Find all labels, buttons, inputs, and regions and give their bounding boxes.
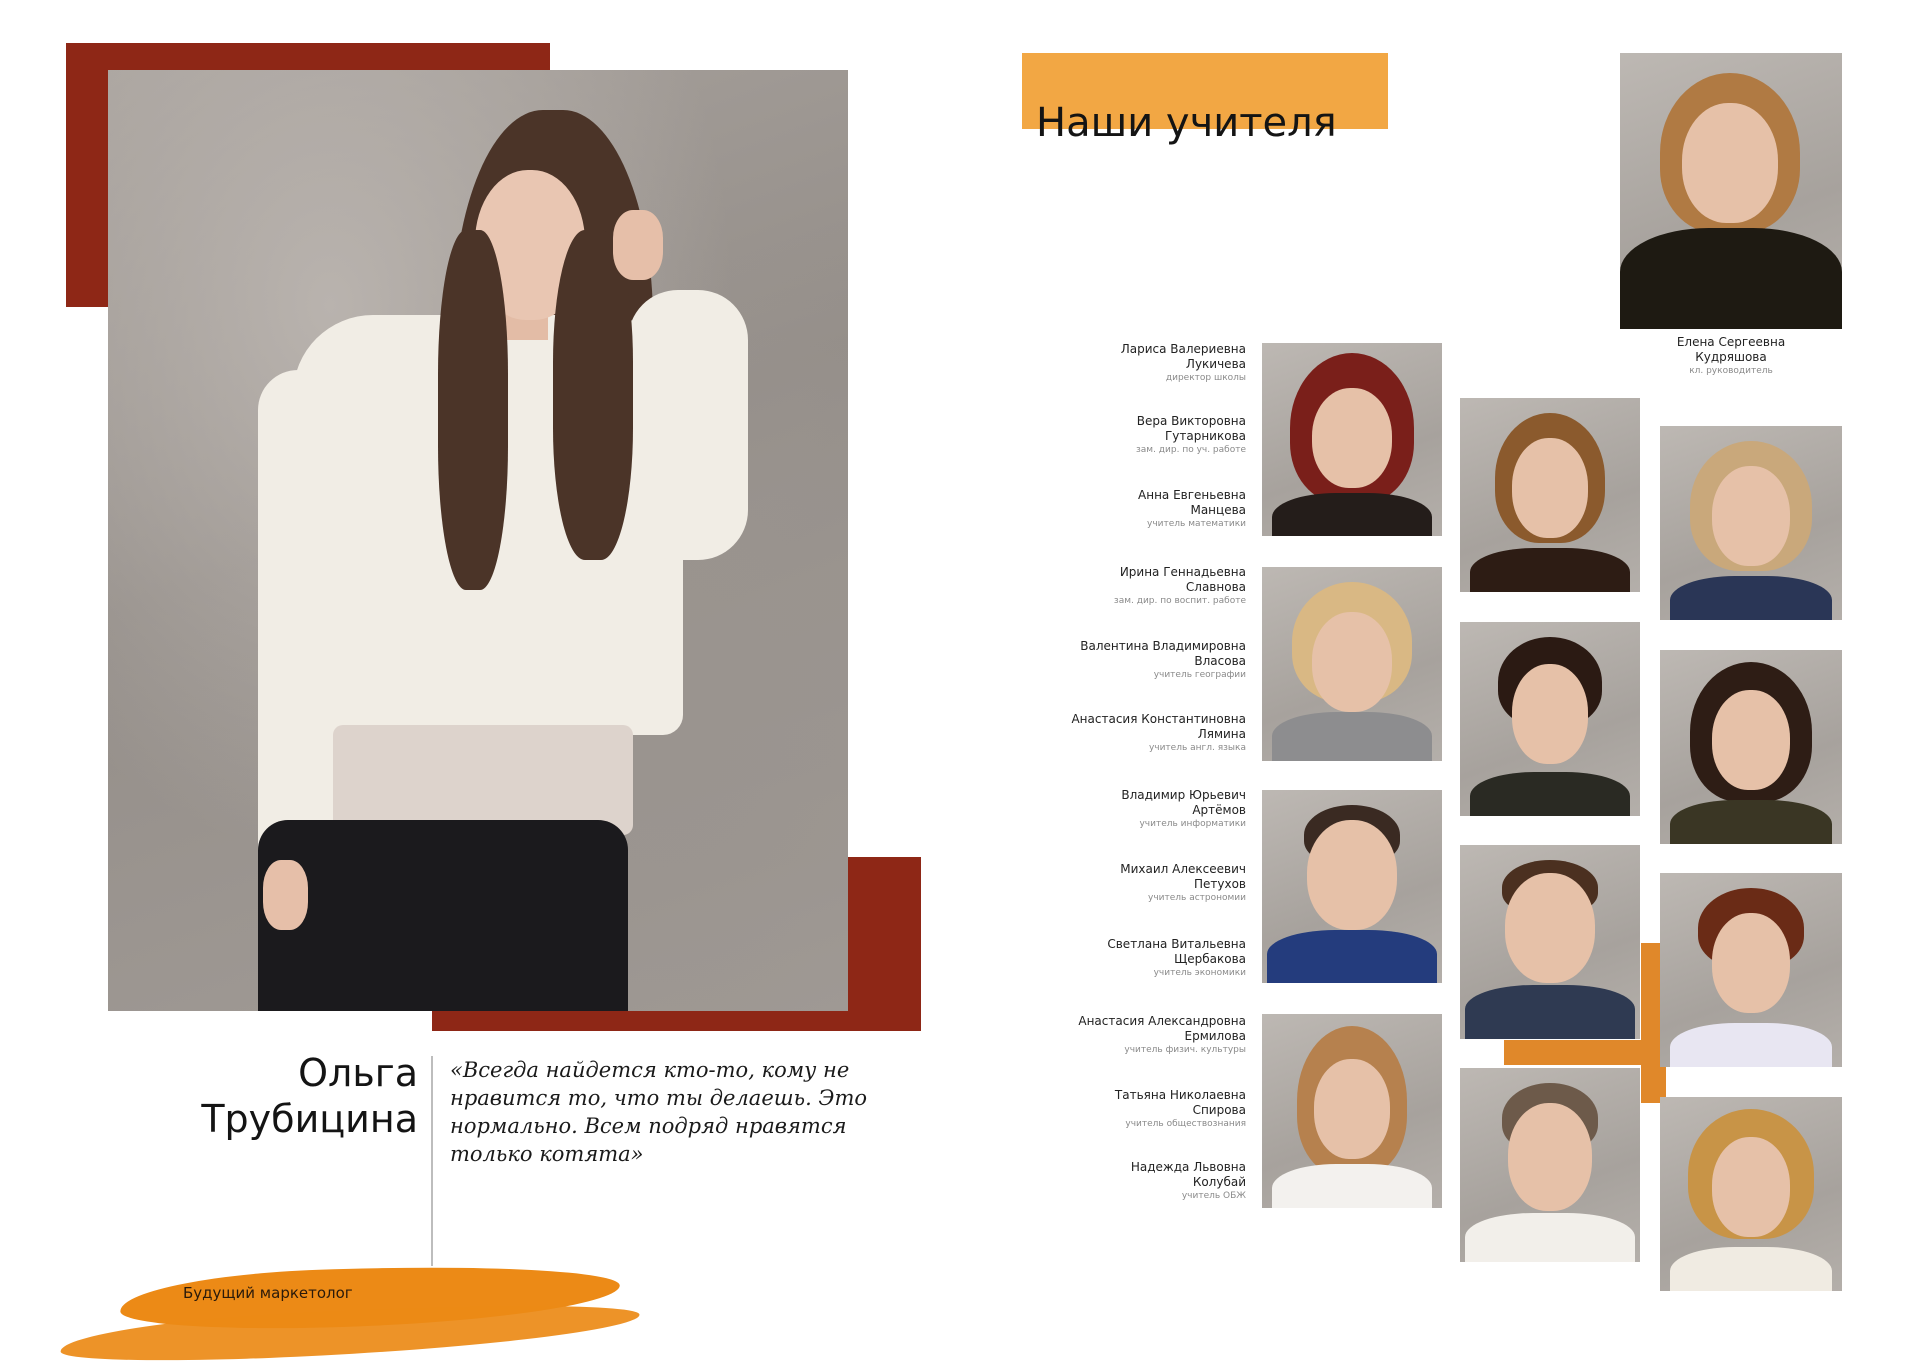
head-teacher-photo xyxy=(1620,53,1842,329)
teacher-entry: Вера Викторовна Гутарникова зам. дир. по уч. работе xyxy=(1136,414,1246,455)
teacher-entry: Анна Евгеньевна Манцева учитель математики xyxy=(1138,488,1246,529)
head-teacher-name: Елена Сергеевна Кудряшова xyxy=(1676,335,1786,364)
teacher-entry: Светлана Витальевна Щербакова учитель экономики xyxy=(1107,937,1246,978)
teacher-photo xyxy=(1262,790,1442,983)
career-label: Будущий маркетолог xyxy=(183,1284,353,1302)
student-name: Ольга Трубицина xyxy=(201,1051,418,1141)
teacher-entry: Анастасия Константиновна Лямина учитель англ. языка xyxy=(1071,712,1246,753)
teacher-photo xyxy=(1660,426,1842,620)
head-teacher-caption xyxy=(1620,335,1842,377)
quote-divider xyxy=(431,1056,433,1266)
teacher-photo xyxy=(1660,650,1842,844)
teacher-entry: Лариса Валериевна Лукичева директор школы xyxy=(1120,342,1246,383)
teacher-photo xyxy=(1262,343,1442,536)
page-title: Наши учителя xyxy=(1036,100,1337,146)
teacher-photo xyxy=(1460,1068,1640,1262)
head-teacher-role: кл. руководитель xyxy=(1689,366,1773,376)
teacher-entry: Ирина Геннадьевна Славнова зам. дир. по воспит. работе xyxy=(1113,565,1246,606)
teacher-photo xyxy=(1660,1097,1842,1291)
pants xyxy=(258,820,628,1011)
student-portrait-photo xyxy=(108,70,848,1011)
teacher-entry: Надежда Львовна Колубай учитель ОБЖ xyxy=(1130,1160,1246,1201)
teacher-entry: Анастасия Александровна Ермилова учитель физич. культуры xyxy=(1078,1014,1246,1055)
teacher-photo xyxy=(1660,873,1842,1067)
student-quote: «Всегда найдется кто-то, кому не нравится то, что ты делаешь. Это нормально. Всем подряд нравятся только котята» xyxy=(450,1058,868,1166)
teacher-photo xyxy=(1460,622,1640,816)
teacher-photo xyxy=(1262,1014,1442,1208)
teacher-entry: Владимир Юрьевич Артёмов учитель информатики xyxy=(1121,788,1246,829)
teacher-entry: Валентина Владимировна Власова учитель географии xyxy=(1080,639,1246,680)
teacher-photo xyxy=(1460,845,1640,1039)
teacher-entry: Татьяна Николаевна Спирова учитель обществознания xyxy=(1114,1088,1246,1129)
teacher-photo xyxy=(1262,567,1442,761)
teacher-entry: Михаил Алексеевич Петухов учитель астрономии xyxy=(1120,862,1246,903)
teacher-photo xyxy=(1460,398,1640,592)
